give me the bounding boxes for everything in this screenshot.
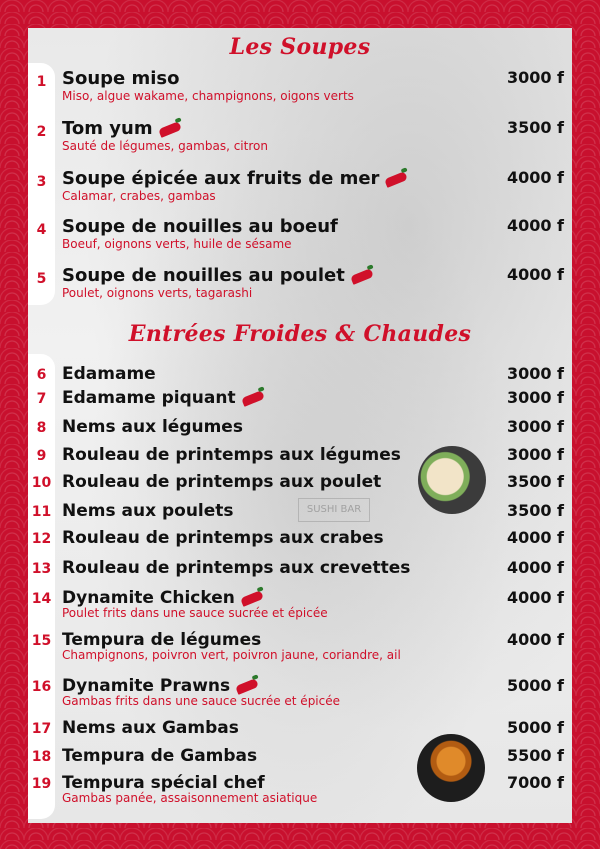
item-number: 11	[31, 504, 52, 520]
item-name-text: Rouleau de printemps aux poulet	[62, 472, 382, 492]
item-price: 3000 f	[506, 445, 564, 464]
item-price: 5000 f	[506, 718, 564, 737]
chili-pepper-icon	[158, 121, 182, 138]
item-name-text: Tempura de Gambas	[62, 746, 258, 766]
item-price: 4000 f	[506, 265, 564, 284]
item-name-text: Nems aux Gambas	[62, 718, 239, 738]
item-description: Sauté de légumes, gambas, citron	[62, 139, 268, 153]
item-name-text: Dynamite Chicken	[62, 588, 235, 608]
item-description: Poulet, oignons verts, tagarashi	[62, 286, 253, 300]
item-name	[62, 501, 234, 521]
item-number: 3	[36, 174, 47, 190]
item-number: 8	[36, 420, 47, 436]
item-name-text: Tom yum	[62, 118, 153, 139]
tempura-photo	[417, 734, 485, 802]
item-name-text: Soupe miso	[62, 68, 180, 89]
item-name-text: Soupe épicée aux fruits de mer	[62, 168, 380, 189]
item-description: Miso, algue wakame, champignons, oigons verts	[62, 89, 354, 103]
item-name-text: Soupe de nouilles au boeuf	[62, 216, 338, 237]
item-name	[62, 168, 407, 189]
item-name	[62, 118, 181, 139]
chili-pepper-icon	[240, 590, 264, 607]
item-price: 3000 f	[506, 388, 564, 407]
item-number: 4	[36, 222, 47, 238]
item-price: 3500 f	[506, 472, 564, 491]
item-name-text: Edamame	[62, 364, 156, 384]
item-name	[62, 528, 384, 548]
item-name-text: Soupe de nouilles au poulet	[62, 265, 345, 286]
sushi-bar-watermark: SUSHI BAR	[298, 498, 370, 522]
item-name-text: Edamame piquant	[62, 388, 236, 408]
item-description: Gambas frits dans une sauce sucrée et épicée	[62, 694, 341, 708]
item-number: 5	[36, 271, 47, 287]
menu-panel	[28, 28, 572, 823]
chili-pepper-icon	[241, 390, 265, 407]
item-name	[62, 588, 263, 608]
item-price: 4000 f	[506, 558, 564, 577]
item-name-text: Rouleau de printemps aux crevettes	[62, 558, 411, 578]
item-number: 16	[31, 679, 52, 695]
item-name	[62, 630, 261, 650]
item-price: 3000 f	[506, 68, 564, 87]
item-number: 2	[36, 124, 47, 140]
item-price: 5000 f	[506, 676, 564, 695]
item-number: 18	[31, 749, 52, 765]
item-number: 15	[31, 633, 52, 649]
item-name	[62, 417, 243, 437]
item-number: 1	[36, 74, 47, 90]
item-number: 12	[31, 531, 52, 547]
item-name-text: Tempura de légumes	[62, 630, 262, 650]
item-description: Calamar, crabes, gambas	[62, 189, 216, 203]
item-description: Champignons, poivron vert, poivron jaune, coriandre, ail	[62, 648, 401, 662]
item-name-text: Nems aux poulets	[62, 501, 234, 521]
item-price: 4000 f	[506, 588, 564, 607]
item-price: 5500 f	[506, 746, 564, 765]
item-name	[62, 388, 264, 408]
spring-roll-photo	[418, 446, 486, 514]
item-name	[62, 746, 257, 766]
item-name	[62, 718, 239, 738]
item-name-text: Nems aux légumes	[62, 417, 243, 437]
item-name	[62, 216, 338, 237]
item-name	[62, 558, 410, 578]
chili-pepper-icon	[350, 268, 374, 285]
item-description: Gambas panée, assaisonnement asiatique	[62, 791, 318, 805]
item-number: 13	[31, 561, 52, 577]
item-price: 4000 f	[506, 168, 564, 187]
item-number: 7	[36, 391, 47, 407]
item-name-text: Dynamite Prawns	[62, 676, 231, 696]
item-name-text: Tempura spécial chef	[62, 773, 265, 793]
item-name	[62, 472, 381, 492]
item-name-text: Rouleau de printemps aux légumes	[62, 445, 401, 465]
item-name	[62, 445, 401, 465]
chili-pepper-icon	[385, 171, 409, 188]
item-price: 4000 f	[506, 630, 564, 649]
item-number: 14	[31, 591, 52, 607]
item-name	[62, 676, 258, 696]
item-price: 7000 f	[506, 773, 564, 792]
item-price: 3000 f	[506, 417, 564, 436]
item-name	[62, 773, 265, 793]
item-number: 6	[36, 367, 47, 383]
item-price: 4000 f	[506, 528, 564, 547]
item-description: Boeuf, oignons verts, huile de sésame	[62, 237, 292, 251]
item-number: 17	[31, 721, 52, 737]
item-name	[62, 68, 180, 89]
item-description: Poulet frits dans une sauce sucrée et épicée	[62, 606, 328, 620]
item-name-text: Rouleau de printemps aux crabes	[62, 528, 384, 548]
item-name	[62, 364, 156, 384]
item-price: 3500 f	[506, 118, 564, 137]
item-number: 10	[31, 475, 52, 491]
item-number: 9	[36, 448, 47, 464]
chili-pepper-icon	[235, 678, 259, 695]
item-name	[62, 265, 373, 286]
item-price: 4000 f	[506, 216, 564, 235]
section-title-soupes: Les Soupes	[229, 34, 371, 60]
item-price: 3500 f	[506, 501, 564, 520]
section-title-entrees: Entrées Froides & Chaudes	[128, 321, 472, 347]
item-number: 19	[31, 776, 52, 792]
item-price: 3000 f	[506, 364, 564, 383]
